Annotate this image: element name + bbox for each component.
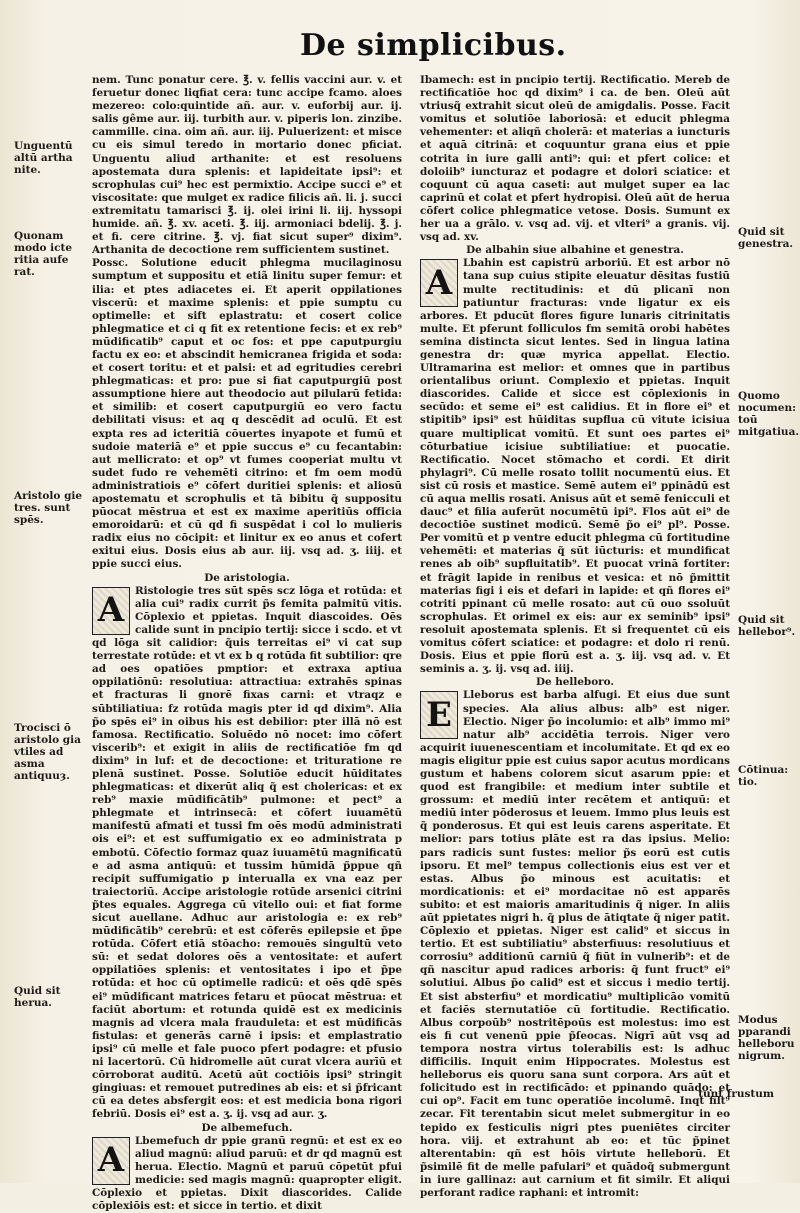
paragraph: Ibamech: est in pncipio tertij. Rectificatio. Mereb de rectificatiōe hoc qd dixim⁹ i ca. de ben. Oleū aūt vtriusq̃ extrahit sicut oleū de amigdalis. Posse. Facit vomitus et solutiōe laboriosā: et educit phlegma vehementer: et aliqñ cholerā: et materias a iuncturis et aquā citrinā: et coquuntur grana eius et ppie cotrita in iure galli anti⁹: qui: et pfert colice: et doloiib⁹ iuncturaz et podagre et dolori sciatice: et coquunt cū aqua caseti: aut mulget super ea lac caprinū et colat et pfert hydropisi. Oleū aūt de herua cōfert colice phlegmatice vetose. Dosis. Sumunt ex her ua a grālo. v. vsq ad. vij. et vlteri⁹ a granis. vij. vsq ad. xv. (420, 74, 730, 244)
section-heading: De aristologia. (204, 571, 290, 584)
initial-letter-a: A (420, 259, 458, 307)
margin-note-modus: Modus pparandi helleboru nigrum. (738, 1014, 795, 1062)
paragraph: Possc. Solutione educit phlegma mucilaginosu sumptum et suppositu et etiã linitu super femur: et ilia: et ptes adiacetes ei. Et aperit oppilationes viscerū: et maxime splenis: et ppie sumptu cu optimelle: et sift eplastratu: et cosert colice phlegmatice et ci q fit ex retentione fecis: et ex reb⁹ mūdificatib⁹ caput et oc fos: et ppe caputpurgiu factu ex eo: et abscindit hemicranea frigida et soda: et cosert toritu: et et palsi: et ad egritudies cerebri phlegmaticas: et pro: pue si fiat caputpurgiū post assumptione hiere aut theodocio aut pilularū fetida: et similib: et cosert caputpurgiū eo vero factu debilitati visus: et aq q descēdit ad oculū. Et est expta res ad icteritiā cōuertes inyapote et fumū et sudoie materiā e⁹ et ppie succus e⁹ cu fecantabin: aut mellicrato: et op⁹ vt fumes cooperiat multu vt sudet fudo re vehemēti citrino: et fm oem modū administratiois e⁹ cōfert duritiei splenis: et aliosū apostematu et scrophulis et tā bibitu q̃ suppositu pūocat mēstrua et est ex maxime aperitiūs officia emoroidarū: et cū qd fi suspēdat i col lo mulieris radix eius no cōcipit: et linitur ex eo anus et cofert exitui eius. Dosis eius ab aur. iij. vsq ad. ʒ. iiij. et ppie succi eius. (92, 257, 402, 571)
section-heading: De albahin siue albahine et genestra. (466, 244, 684, 257)
margin-note-quid-genestra: Quid sit genestra. (738, 226, 794, 250)
margin-note-quid-herua: Quid sit herua. (14, 985, 61, 1009)
margin-note-quid-helleborus: Quid sit hellebor⁹. (738, 614, 796, 638)
margin-note-quomodo: Quomo nocumen: toū mitgatiua. (738, 390, 800, 438)
margin-note-unguentum: Unguentū altū artha nite. (14, 140, 73, 176)
paragraph: nem. Tunc ponatur cere. ℥. v. fellis vaccini aur. v. et feruetur donec liqfiat cera: tunc accipe fcamo. aloes mezereo: colo:quintide añ. aur. v. euforbij aur. ij. salis gême aur. iij. turbith aur. v. piperis lon. zinzibe. cammille. cina. oim añ. aur. iij. Puluerizent: et misce cu eis simul teredo in mortario donec pficiat. Unguentu aliud arthanite: et est resoluens apostemata dura splenis: et lapideitate ipsi⁹: et scrophulas cui⁹ hec est permixtio. Accipe succi e⁹ et viscositate: que mulget ex radice filicis añ. li. j. succi extremitatu tamarisci ℥. ij. olei irini li. iij. hyssopi humide. añ. ℥. xv. aceti. ℥. iij. armoniaci bdelij. ℥. j. et fi. cere citrine. ℥. vj. fiat sicut super⁹ dixim⁹. Arthanita de decoctione rem sufficientem sustinet. (92, 74, 402, 257)
paragraph: A Ristologie tres sūt spēs scz lōga et rotūda: et alia cui⁹ radix currit p̃s femita palmitū vitis. Cōplexio et ppietas. Inquit diascoides. Oēs calide sunt in pncipio tertij: sicce i scdo. et vt qd lōga sit calidior: q̃uis terreitas ei⁹ vi cat sup terrestate rotūde: et vt ex b q rotūda fit subtilior: qre ad oes opatiōes pmptior: et extraxa aptiua oppilatiōnū: resolutiua: attractiua: extrahēs spinas et fracturas li gnorē fixas carni: et vtraqz e sūbtiliatiua: fz rotūda magis pter id qd dixim⁹. Alia p̃o spēs ei⁹ in oibus his est debilior: pter illā nō est famosa. Rectificatio. Soluēdo nō nocet: imo cōfert viscerib⁹: et exigit in aliis de rectificatiōe fm qd dixim⁹ in luf: et de decoctione: et trituratione re plenā sustinet. Posse. Solutiōe educit hūiditates phlegmaticas: et dixerūt aliq q̃ est cholericas: et ex reb⁹ maxie mūdificātib⁹ pulmone: et pect⁹ a phlegmate et intrinsecā: et cōfert iuuamētū manifestū afmati et tussi fm oēs modū administrati ois ei⁹: et est suffumigatio ex eo administrata p embotū. Cōfectio formaz quaz iuuamētū magnificatū e ad asma antiquū: et tussim hūmidā p̃ppue qñ recipit suffumigatio p interualla ex vna eaz per traiectoriū. Accipe aristologie rotūde arsenici citrini p̃tes equales. Aggrega cū vitello oui: et fiat forme sicut auellane. Adhuc aur aristologia e: ex reb⁹ mūdificātib⁹ cerebrū: et est cōferēs epilepsie et p̃pe rotūda. Cōfert etiā stōacho: remouēs singultū veto sū: et sedat dolores oēs a ventositate: et aufert oppilatiōes splenis: et ventositates i ipo et p̃pe rotūda: et hoc cū optimelle radicū: et oēs qdē spēs ei⁹ mūdificant matrices fetaru et pūocat mēstrua: et faciūt abortum: et rotunda quidē est ex medicinis magnis ad vlcera mala frauduleta: et est mūdificās fistulas: et generās carnē i ipsis: et emplastratio ipsi⁹ cū melle et fale puoco pfert podagre: et pfusio ni lacertorū. Cū hidromelle aūt curat vlcera aurīū et cōrroborat auditū. Acetū aūt coctiōis ipsi⁹ stringit gingiuas: et remouet putredines ab eis: et si p̃fricant cū ea detes absfergit eos: et est medicia bona rigori febriū. Dosis ei⁹ est a. ʒ. ij. vsq ad aur. ʒ. (92, 584, 403, 1121)
paragraph: A Lbahin est capistrū arboriū. Et est arbor nō tana sup cuius stipite eleuatur dēsitas fustiū multe rectitudinis: et dū plicanī non patiuntur fracturas: vnde ligatur ex eis arbores. Et pducūt flores figure lunaris citrinitatis multe. Et pferunt folliculos fm semitā orobi habētes semina distincta sicut lentes. Sed in lingua latina genestra dr: quæ myrica appellat. Electio. Ultramarina est melior: et omnes que in partibus orientalibus oriunt. Complexio et ppietas. Inquit diascorides. Calide et sicce est cōplexionis in secūdo: et seme ei⁹ est calidius. Et in flore ei⁹ et stipitib⁹ ipsi⁹ est hūiditas supflua cū vitute icisiua quare multiplicat vomitū. Et sunt oes partes ei⁹ cōturbatiue icisiue subtiliatiue: et puocatie. Rectificatio. Nocet stōmacho et cordi. Et dirit phylagri⁹. Cū melle rosato tollit nocumentū eius. Et sist cū rosis et mastice. Semē autem ei⁹ ppinādū est cū aqua mellis rosati. Anisus aūt et semē fenicculi et dauc⁹ et filia auferūt nocumētū ipi⁹. Flos aūt ei⁹ de decoctiōe sustinet modicū. Semē p̃o ei⁹ pl⁹. Posse. Per vomitū et p ventre educit phlegma cū fortitudine vehemēti: et materias q̃ sūt iūcturis: et mundificat renes ab oib⁹ supfluitatib⁹. Et puocat vrinā fortiter: et frāgit lapide in renibus et vesica: et nō p̃mittit materias figi i eis et defari in lapide: et qñ flores ei⁹ cotriti ppinant cū melle rosato: aut cū ouo ssoluūt scrophulas. Et orimel ex eis: aur ex seminib⁹ ipsi⁹ resoluit apostemata splenis. Et si frequentet cū eis vomitus cōfert sciatice: et podagre: et dolo ri renū. Dosis. Eius et ppie florū est a. ʒ. iij. vsq ad. v. Et seminis a. ʒ. ij. vsq ad. iiij. (420, 257, 730, 676)
paragraph: E Lleborus est barba alfugi. Et eius due sunt species. Ala alius albus: alb⁹ est niger. Electio. Niger p̃o incolumio: et alb⁹ immo mi⁹ natur alb⁹ accidētia terrois. Niger vero acquirit iuuenescentiam et incolumitate. Et qd ex eo magis eligitur ppie est cuius sapor acutus mordicans gustum et habens colorem sicut asarum ppie: et quod est frangibile: et medium inter subtile et grossum: et mediū inter recētem et antiquū: et mediū inter pōderosus et leuem. Immo plus leuis est q̃ ponderosus. Et qui est leuis carens asperitate. Et melior: pars totius plāte est ra das ipsius. Melio: pars radicis sunt fustes: melior p̃s eorū est cutis ipsoru. Et mel⁹ tempus collectionis eius est ver et estas. Albus p̃o minous est acuitatis: et mordicationis: et ei⁹ mordacitae nō est apparēs subito: et est maioris amaritudinis q̃ niger. In aliis aūt ppietates nigri h. q̃ plus de ātiqtate q̃ niger patit. Cōplexio et ppietas. Niger est calid⁹ et siccus in tertio. Et est subtiliatiu⁹ absterfiuus: resolutiuus et corrosiu⁹ additionū carniū q̃ fiūt in vulnerib⁹: et de qñ nascitur apud radices arboris: q̃ funt fruct⁹ ei⁹ solutiui. Albus p̃o calid⁹ est et siccus i medio tertij. Et sist absterfiu⁹ et mordicatiu⁹ multiplicāo vomitū et faciēs sternutatiōe cū fortitudie. Rectificatio. Albus corpoūb⁹ nostritēpoūs est molestus: imo est eis fi cut venenū ppie p̃ſeocas. Nigrī aūt vsq ad tempora nostra virtus tolerabilis est: ls adhuc difficilis. Inquit enim Hippocrates. Molestus est helleborus eis quoru sana sunt corpora. Ars aūt et folicitudo est in rectificādo: et ppinando quādo: et cui op⁹. Facit em tunc operatiōe incolumē. Inqt filt⁹ zecar. Fit terentabin sicut melet submergitur in eo tepido ex festiculis nigri ptes pueniētes circiter hora. viij. et extrahunt ab eo: et tūc p̃pinet alterentabin: qñ est hōis virtute helleborū. Et p̃similē fit de melle pafulari⁹ et quādoq̃ submergunt in iure gallinaz: aut carnium et fit similr. Et aliqui perforant radice raphani: et intromit: (420, 689, 730, 1199)
catchword: tunt frustum (698, 1088, 774, 1100)
margin-note-aristologia: Aristolo gie tres. sunt spēs. (14, 490, 83, 526)
initial-letter-e: E (420, 691, 458, 739)
margin-note-trocisci: Trocisci ō aristolo gia vtiles ad asma antiquuȝ. (14, 722, 81, 782)
initial-letter-a: A (92, 587, 130, 635)
right-column (420, 74, 730, 1199)
running-head: De simplicibus. (300, 28, 567, 63)
initial-letter-a: A (92, 1137, 130, 1185)
paragraph: A Lbemefuch dr ppie granū regnū: et est ex eo aliud magnū: aliud paruū: et dr qd magnū est herua. Electio. Magnū et paruū cōpetūt pfui medicie: sed magis magnū: quapropter eligit. Cōplexio et ppietas. Dixit diascorides. Calide cōplexiōis est: et sicce in tertio. et dixit (92, 1134, 402, 1213)
section-heading: De helleboro. (536, 676, 614, 689)
margin-note-quonam: Quonam modo icte ritia aufe rat. (14, 230, 73, 278)
left-column (92, 74, 403, 1213)
section-heading: De albemefuch. (201, 1121, 293, 1134)
margin-note-continuatio: Cōtinua: tio. (738, 764, 789, 788)
